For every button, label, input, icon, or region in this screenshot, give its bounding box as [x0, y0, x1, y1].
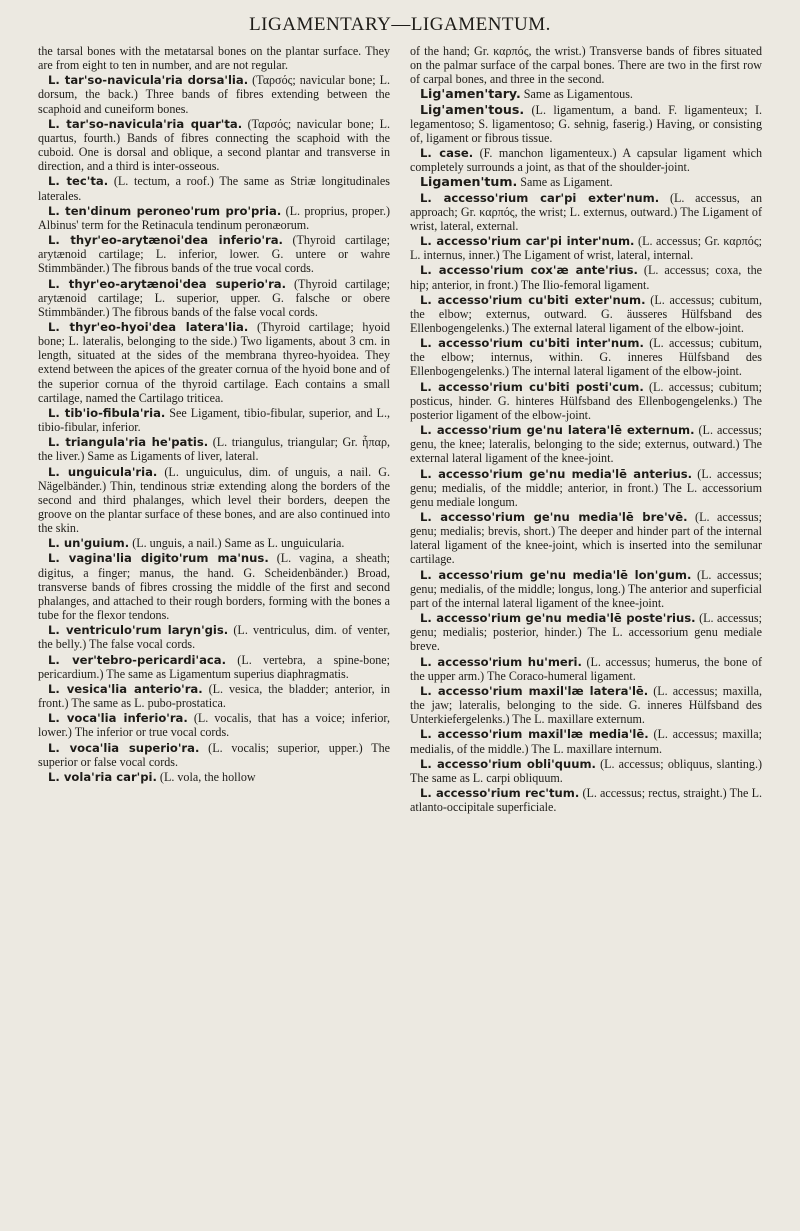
dictionary-entry [410, 87, 762, 101]
entry-headword: L. accesso'rium car'pi inter'num. [420, 234, 635, 249]
entry-definition: the tarsal bones with the metatarsal bones on the plantar surface. They are from eight to ten in number, and are not regular. [38, 44, 390, 73]
dictionary-entry [38, 770, 390, 784]
dictionary-entry [410, 655, 762, 683]
dictionary-entry [410, 684, 762, 726]
entry-definition: (L. accessus; humerus, the bone of the upper arm.) The Coraco-humeral ligament. [410, 654, 762, 683]
dictionary-entry [410, 191, 762, 233]
entry-definition: (L. proprius, proper.) Albinus' term for the Retinacula tendinum peronæorum. [38, 203, 391, 232]
entry-definition: (L. accessus; genu; medialis, of the middle; anterior, in front.) The L. accessorium genu mediale longum. [410, 466, 762, 509]
entry-headword: L. thyr'eo-arytænoi'dea inferio'ra. [48, 233, 283, 248]
dictionary-entry [38, 711, 390, 739]
entry-definition: (L. accessus; rectus, straight.) The L. atlanto-occipitale superficiale. [410, 785, 763, 815]
entry-headword: L. un'guium. [48, 536, 130, 551]
entry-definition: (Ταρσός; navicular bone; L. dorsum, the back.) Three bands of fibres extending between the scaphoid and cuneiform bones. [38, 73, 390, 116]
dictionary-entry [410, 234, 762, 262]
entry-headword: L. triangula'ria he'patis. [48, 435, 209, 450]
entry-headword: L. ten'dinum peroneo'rum pro'pria. [48, 203, 282, 218]
entry-headword: L. vola'ria car'pi. [48, 769, 157, 784]
entry-headword: Lig'amen'tary. [420, 86, 521, 102]
entry-headword: L. accesso'rium cu'biti exter'num. [420, 292, 646, 307]
dictionary-entry [410, 336, 762, 378]
dictionary-entry [410, 568, 762, 610]
entry-headword: L. accesso'rium ge'nu media'lē poste'rius. [420, 611, 696, 626]
entry-definition: (L. vocalis, that has a voice; inferior, lower.) The inferior or true vocal cords. [38, 711, 390, 740]
entry-headword: L. thyr'eo-arytænoi'dea superio'ra. [48, 276, 287, 291]
entry-definition: (L. accessus; maxilla, the jaw; lateralis, belonging to the side. G. inneres Hülfsband des Unterkiefergelenks.) The L. maxillare externum. [410, 683, 762, 727]
entry-headword: L. accesso'rium cox'æ ante'rius. [420, 263, 638, 278]
dictionary-entry [410, 103, 762, 145]
dictionary-entry [38, 465, 390, 536]
entry-definition: Same as Ligament. [520, 175, 613, 190]
entry-headword: L. vagina'lia digito'rum ma'nus. [48, 551, 269, 566]
running-head: LIGAMENTARY—LIGAMENTUM. [249, 14, 551, 35]
dictionary-entry [38, 406, 390, 434]
entry-definition: (Thyroid cartilage; arytænoid cartilage; L. superior, upper. G. falsche or obere Stimmbänder.) The fibrous bands of the false vocal cords. [38, 276, 390, 319]
dictionary-entry [38, 682, 390, 710]
dictionary-entry [38, 204, 390, 232]
entry-headword: L. tar'so-navicula'ria quar'ta. [48, 116, 243, 131]
entry-definition: (L. accessus; genu; medialis, of the middle; longus, long.) The anterior and superficial part of the internal lateral ligament of the knee-joint. [410, 567, 763, 610]
continued-text [410, 44, 762, 86]
dictionary-entry [38, 277, 390, 319]
dictionary-entry [410, 293, 762, 335]
entry-headword: L. accesso'rium rec'tum. [420, 785, 580, 800]
dictionary-entry [410, 757, 762, 785]
continued-text [38, 44, 390, 72]
dictionary-entry [38, 233, 390, 275]
entry-headword: L. tar'so-navicula'ria dorsa'lia. [48, 73, 249, 88]
entry-definition: (L. ventriculus, dim. of venter, the belly.) The false vocal cords. [38, 623, 390, 652]
entry-definition: (L. accessus; cubitum; posticus, hinder. G. hinteres Hülfsband des Ellenbogengelenks.) The posterior ligament of the elbow-joint. [410, 379, 762, 422]
dictionary-entry [410, 467, 762, 509]
entry-definition: (L. accessus; obliquus, slanting.) The same as L. carpi obliquum. [410, 756, 762, 785]
entry-headword: L. tec'ta. [48, 174, 109, 189]
dictionary-entry [38, 320, 390, 405]
entry-headword: L. accesso'rium cu'biti inter'num. [420, 336, 644, 351]
entry-headword: L. accesso'rium ge'nu media'lē bre'vē. [420, 510, 688, 524]
dictionary-entry [410, 380, 762, 422]
right-column [410, 44, 762, 815]
entry-definition: (Ταρσός; navicular bone; L. quartus, fourth.) Bands of fibres connecting the scaphoid with the cuboid. One is dorsal and oblique, a second plantar and transverse in direction, and a third is inter-osseous. [38, 116, 390, 174]
entry-definition: (L. accessus; maxilla; medialis, of the middle.) The L. maxillare internum. [410, 727, 762, 756]
dictionary-entry [38, 174, 390, 202]
entry-definition: (L. vertebra, a spine-bone; pericardium.) The same as Ligamentum superius diaphragmatis. [38, 652, 391, 681]
entry-headword: Ligamen'tum. [420, 174, 518, 190]
dictionary-entry [410, 175, 762, 189]
entry-definition: (L. vola, the hollow [159, 769, 256, 784]
columns [38, 44, 762, 815]
entry-definition: (L. accessus; cubitum, the elbow; internus, within. G. inneres Hülfsband des Ellenbogengelenks.) The internal lateral ligament of the elbow-joint. [410, 336, 762, 379]
entry-definition: (L. accessus; cubitum, the elbow; externus, outward. G. äusseres Hülfsband des Ellenbogengelenks.) The external lateral ligament of the elbow-joint. [410, 292, 762, 335]
entry-definition: (L. triangulus, triangular; Gr. ἧπαρ, the liver.) Same as Ligaments of liver, lateral. [38, 435, 390, 464]
entry-definition: (L. ligamentum, a band. F. ligamenteux; I. legamentoso; S. ligamentoso; G. sehnig, faserig.) Having, or consisting of, ligament or fibrous tissue. [410, 102, 762, 145]
entry-definition: (L. vocalis; superior, upper.) The superior or false vocal cords. [38, 740, 390, 769]
entry-definition: Same as Ligamentous. [523, 87, 633, 102]
dictionary-entry [410, 146, 762, 174]
dictionary-entry [410, 510, 762, 567]
dictionary-entry [410, 611, 762, 653]
entry-headword: L. accesso'rium maxil'læ latera'lē. [420, 683, 649, 698]
entry-headword: L. accesso'rium ge'nu latera'lē externum. [420, 423, 695, 438]
dictionary-entry [410, 263, 762, 291]
entry-headword: L. tib'io-fibula'ria. [48, 405, 166, 420]
entry-headword: L. voca'lia superio'ra. [48, 740, 200, 755]
entry-headword: L. unguicula'ria. [48, 464, 158, 479]
entry-definition: (L. unguis, a nail.) Same as L. unguicularia. [132, 536, 345, 551]
dictionary-entry [38, 73, 390, 115]
entry-definition: (L. unguiculus, dim. of unguis, a nail. G. Nägelbänder.) Thin, tendinous striæ extending along the borders of the second and third phalanges, which level their borders, deepen the groove on the plantar surface of these bones, and are also continued into the skin. [38, 464, 390, 536]
dictionary-entry [410, 727, 762, 755]
entry-headword: L. accesso'rium cu'biti posti'cum. [420, 379, 644, 394]
entry-definition: (F. manchon ligamenteux.) A capsular ligament which completely surrounds a joint, as that of the shoulder-joint. [410, 146, 763, 175]
entry-headword: L. vesica'lia anterio'ra. [48, 681, 203, 696]
entry-headword: L. ver'tebro-pericardi'aca. [48, 652, 226, 667]
dictionary-entry [410, 423, 762, 465]
entry-definition: (L. accessus; Gr. καρπός; L. internus, inner.) The Ligament of wrist, lateral, internal. [410, 234, 762, 263]
entry-headword: L. accesso'rium ge'nu media'lē anterius. [420, 466, 693, 481]
dictionary-entry [38, 435, 390, 463]
entry-headword: L. accesso'rium maxil'læ media'lē. [420, 727, 649, 742]
entry-definition: (L. vagina, a sheath; digitus, a finger; manus, the hand. G. Scheidenbänder.) Broad, transverse bands of fibres crossing the middle of the first and second phalanges, and attached to their rough borders, forming with the bones a tube for the flexor tendons. [38, 551, 390, 623]
dictionary-entry [410, 786, 762, 814]
entry-headword: L. case. [420, 146, 474, 161]
entry-headword: L. accesso'rium obli'quum. [420, 756, 596, 771]
entry-definition: (L. vesica, the bladder; anterior, in front.) The same as L. pubo-prostatica. [38, 681, 390, 711]
entry-definition: See Ligament, tibio-fibular, superior, and L., tibio-fibular, inferior. [38, 405, 390, 435]
entry-definition: of the hand; Gr. καρπός, the wrist.) Transverse bands of fibres situated on the palmar surface of the carpal bones. There are two in the first row of carpal bones, and three in the second. [410, 44, 762, 87]
entry-headword: L. voca'lia inferio'ra. [48, 711, 188, 726]
left-column [38, 44, 390, 815]
entry-headword: L. accesso'rium ge'nu media'lē lon'gum. [420, 567, 692, 582]
entry-headword: Lig'amen'tous. [420, 101, 525, 117]
entry-definition: (L. accessus; genu; medialis; posterior, hinder.) The L. accessorium genu mediale breve. [410, 611, 762, 654]
dictionary-entry [38, 551, 390, 622]
dictionary-entry [38, 117, 390, 174]
dictionary-entry [38, 536, 390, 550]
entry-definition: (L. accessus; coxa, the hip; anterior, in front.) The Ilio-femoral ligament. [410, 263, 762, 292]
dictionary-entry [38, 741, 390, 769]
dictionary-entry [38, 623, 390, 651]
entry-definition: (L. accessus; genu, the knee; lateralis, belonging to the side; externus, outward.) The external lateral ligament of the knee-joint. [410, 423, 762, 466]
entry-headword: L. accesso'rium car'pi exter'num. [420, 190, 660, 205]
dictionary-entry [38, 653, 390, 681]
entry-definition: (Thyroid cartilage; hyoid bone; L. lateralis, belonging to the side.) Two ligaments, about 3 cm. in length, situated at the sides of the membrana thyreo-hyoidea. They extend between the apices of the greater cornua of the hyoid bone and of the superior cornua of the thyroid cartilage. Each contains a small cartilage, named the Cartilago triticea. [38, 319, 390, 405]
entry-definition: (Thyroid cartilage; arytænoid cartilage; L. inferior, lower. G. untere or wahre Stimmbänder.) The fibrous bands of the true vocal cords. [38, 233, 390, 276]
entry-headword: L. ventriculo'rum laryn'gis. [48, 623, 229, 638]
entry-definition: (L. tectum, a roof.) The same as Striæ longitudinales laterales. [38, 174, 390, 203]
entry-definition: (L. accessus; genu; medialis; brevis, short.) The deeper and hinder part of the internal lateral ligament of the knee-joint, which is inserted into the semilunar cartilage. [410, 510, 762, 567]
entry-headword: L. thyr'eo-hyoi'dea latera'lia. [48, 319, 249, 334]
entry-definition: (L. accessus, an approach; Gr. καρπός, the wrist; L. externus, outward.) The Ligament of wrist, lateral, external. [410, 190, 763, 233]
entry-headword: L. accesso'rium hu'meri. [420, 654, 582, 669]
